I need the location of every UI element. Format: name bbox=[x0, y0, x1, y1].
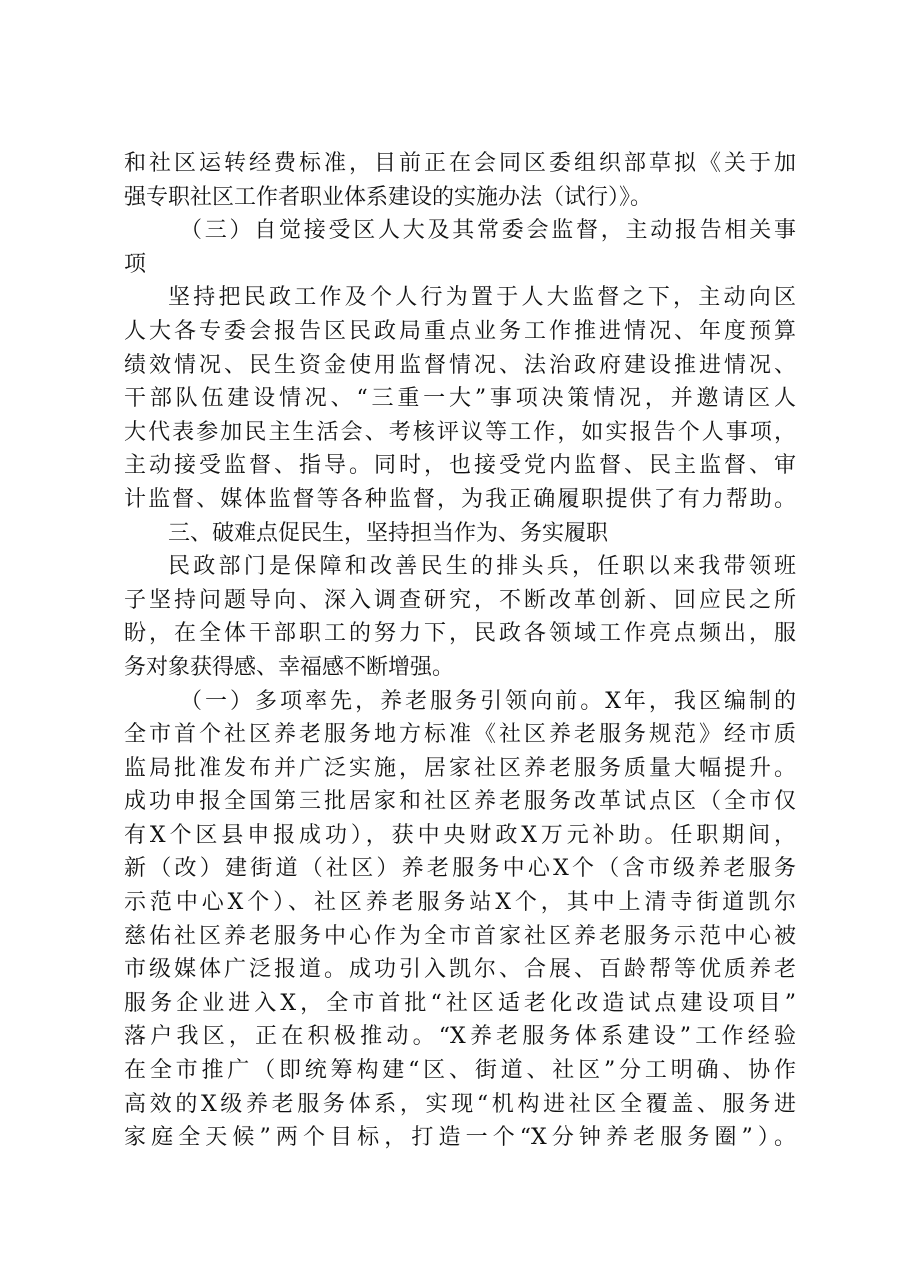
text-line: 主动接受监督、指导。同时，也接受党内监督、民主监督、审 bbox=[124, 453, 796, 479]
text-line: 市级媒体广泛报道。成功引入凯尔、合展、百龄帮等优质养老 bbox=[124, 957, 796, 983]
text-line: 干部队伍建设情况、“三重一大”事项决策情况，并邀请区人 bbox=[124, 386, 796, 412]
text-line: 在全市推广（即统筹构建“区、街道、社区”分工明确、协作 bbox=[124, 1058, 796, 1084]
text-line: 全市首个社区养老服务地方标准《社区养老服务规范》经市质 bbox=[124, 722, 796, 748]
text-line: 和社区运转经费标准，目前正在会同区委组织部草拟《关于加 bbox=[124, 151, 796, 176]
document-body bbox=[124, 147, 796, 1155]
text-line: 大代表参加民主生活会、考核评议等工作，如实报告个人事项， bbox=[124, 419, 796, 445]
text-line: 服务企业进入X，全市首批“社区适老化改造试点建设项目” bbox=[124, 990, 796, 1016]
text-line: 盼，在全体干部职工的努力下，民政各领域工作亮点频出，服 bbox=[124, 621, 796, 647]
text-line: 坚持把民政工作及个人行为置于人大监督之下，主动向区 bbox=[168, 285, 796, 311]
text-line: 家庭全天候”两个目标，打造一个“X分钟养老服务圈”）。 bbox=[124, 1125, 796, 1151]
text-line: 成功申报全国第三批居家和社区养老服务改革试点区（全市仅 bbox=[124, 789, 796, 815]
text-line: 子坚持问题导向、深入调查研究，不断改革创新、回应民之所 bbox=[124, 587, 796, 613]
text-line: （三）自觉接受区人大及其常委会监督，主动报告相关事 bbox=[180, 218, 796, 244]
text-line: 绩效情况、民生资金使用监督情况、法治政府建设推进情况、 bbox=[124, 352, 796, 378]
text-line: 新（改）建街道（社区）养老服务中心X个（含市级养老服务 bbox=[124, 856, 796, 882]
text-line: 民政部门是保障和改善民生的排头兵，任职以来我带领班 bbox=[168, 554, 796, 580]
text-line: （一）多项率先，养老服务引领向前。X年，我区编制的 bbox=[180, 688, 796, 714]
text-line: 务对象获得感、幸福感不断增强。 bbox=[124, 654, 455, 680]
text-line: 人大各专委会报告区民政局重点业务工作推进情况、年度预算 bbox=[124, 318, 796, 344]
text-line: 示范中心X个）、社区养老服务站X个，其中上清寺街道凯尔 bbox=[124, 890, 796, 916]
text-line: 有X个区县申报成功），获中央财政X万元补助。任职期间， bbox=[124, 822, 796, 848]
text-line: 三、破难点促民生，坚持担当作为、务实履职 bbox=[168, 520, 609, 546]
text-line: 高效的X级养老服务体系，实现“机构进社区全覆盖、服务进 bbox=[124, 1091, 796, 1117]
text-line: 强专职社区工作者职业体系建设的实施办法（试行）》。 bbox=[124, 184, 653, 210]
text-line: 慈佑社区养老服务中心作为全市首家社区养老服务示范中心被 bbox=[124, 923, 796, 949]
text-line: 落户我区，正在积极推动。“X养老服务体系建设”工作经验 bbox=[124, 1024, 796, 1050]
text-line: 计监督、媒体监督等各种监督，为我正确履职提供了有力帮助。 bbox=[124, 486, 796, 512]
text-line: 监局批准发布并广泛实施，居家社区养老服务质量大幅提升。 bbox=[124, 755, 796, 781]
text-line: 项 bbox=[124, 251, 147, 277]
